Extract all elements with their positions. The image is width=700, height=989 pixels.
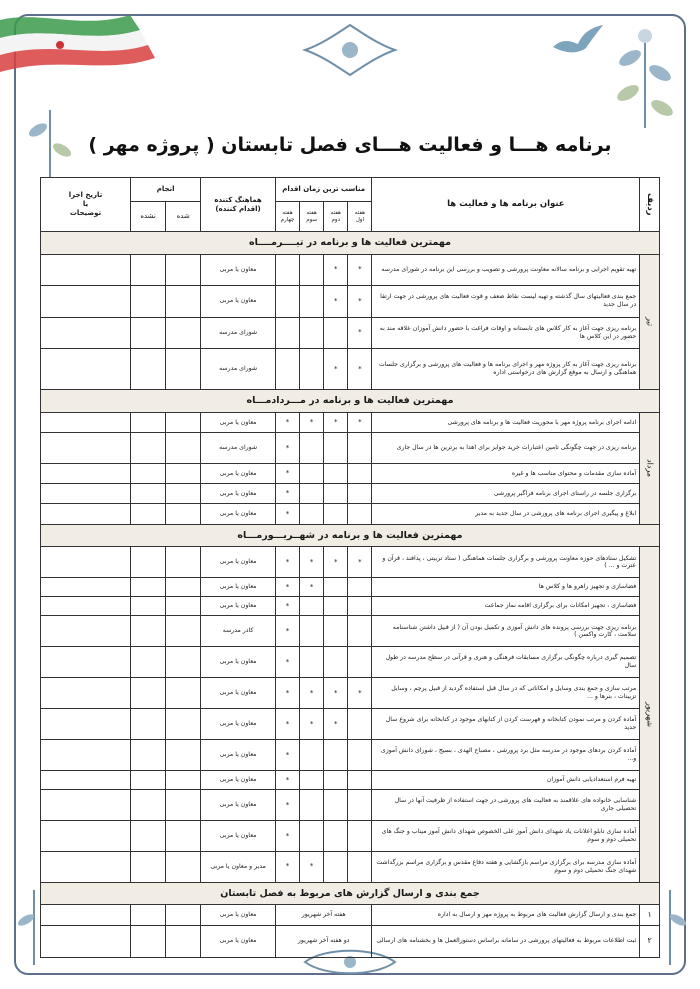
header-done-no: نشده xyxy=(131,202,166,232)
table-row xyxy=(41,504,660,524)
header-date-notes: توضیحات xyxy=(69,208,102,217)
done-no-cell xyxy=(131,597,166,616)
activity-cell: فضاسازی و تجهیز راهرو ها و کلاس ها xyxy=(372,578,640,597)
done-no-cell xyxy=(131,820,166,851)
activity-cell: فضاسازی ، تجهیز امکانات برای برگزاری اقامه نماز جماعت xyxy=(372,597,640,616)
week-mark-cell: * xyxy=(275,597,299,616)
activities-table-wrapper xyxy=(40,177,660,958)
coordinator-cell: معاون یا مربی xyxy=(201,770,276,789)
activity-cell: آماده سازی تابلو اعلانات یاد شهدای دانش آموز علی الخصوص شهدای دانش آموز میناب و جنگ های تحمیلی دوم و سوم xyxy=(372,820,640,851)
date-notes-cell xyxy=(41,820,131,851)
header-week-4: هفته چهارم xyxy=(275,202,299,232)
coordinator-cell: معاون یا مربی xyxy=(201,790,276,821)
week-mark-cell xyxy=(348,770,372,789)
section-header-row xyxy=(41,232,660,255)
week-mark-cell xyxy=(300,317,324,348)
done-no-cell xyxy=(131,348,166,390)
week-mark-cell xyxy=(300,433,324,464)
done-yes-cell xyxy=(166,851,201,882)
table-row xyxy=(41,464,660,484)
coordinator-cell: معاون یا مربی xyxy=(201,285,276,317)
done-no-cell xyxy=(131,254,166,285)
section-title: مهمترین فعالیت ها و برنامه در مـــردادمـــاه xyxy=(41,390,660,413)
week-mark-cell: * xyxy=(348,412,372,432)
header-date-label: تاریخ اجرا xyxy=(68,191,103,200)
header-coordinator-sub: (اقدام کننده) xyxy=(215,204,261,213)
week-mark-cell: * xyxy=(275,578,299,597)
week-mark-cell xyxy=(348,790,372,821)
header-done-yes: شده xyxy=(166,202,201,232)
date-notes-cell xyxy=(41,504,131,524)
done-yes-cell xyxy=(166,597,201,616)
week-mark-cell: * xyxy=(275,709,299,740)
activity-cell: تهیه تقویم اجرایی و برنامه سالانه معاونت پرورشی و تصویب و بررسی این برنامه در شورای مدرسه xyxy=(372,254,640,285)
week-mark-cell: * xyxy=(300,709,324,740)
coordinator-cell: معاون یا مربی xyxy=(201,597,276,616)
date-notes-cell xyxy=(41,433,131,464)
done-no-cell xyxy=(131,484,166,504)
week-mark-cell: * xyxy=(348,678,372,709)
week-mark-cell xyxy=(275,285,299,317)
week-mark-cell xyxy=(348,851,372,882)
activity-cell: برنامه ریزی جهت آغاز به کار پروژه مهر و اجرای برنامه ها و فعالیت های پرورشی و برگزاری جلسات هماهنگی و ارسال به موقع گزارش های درخواستی اداره xyxy=(372,348,640,390)
week-mark-cell: * xyxy=(324,678,348,709)
week-mark-cell xyxy=(275,348,299,390)
activity-cell: تهیه فرم استعدادیابی دانش آموزان xyxy=(372,770,640,789)
activity-cell: برگزاری جلسه در راستای اجرای برنامه فراگیر پرورشی xyxy=(372,484,640,504)
week-mark-cell: * xyxy=(324,709,348,740)
week-mark-cell xyxy=(324,770,348,789)
done-yes-cell xyxy=(166,504,201,524)
date-notes-cell xyxy=(41,851,131,882)
activity-cell: آماده سازی مدرسه برای برگزاری مراسم بازگشایی و هفته دفاع مقدس و برگزاری مراسم بزرگداشت شهدای جنگ تحمیلی دوم و سوم xyxy=(372,851,640,882)
header-coordinator-label: هماهنگ کننده xyxy=(214,195,262,204)
done-yes-cell xyxy=(166,770,201,789)
header-date-or: یا xyxy=(82,200,89,209)
date-notes-cell xyxy=(41,317,131,348)
coordinator-cell: معاون یا مربی xyxy=(201,484,276,504)
done-no-cell xyxy=(131,317,166,348)
header-week-2: هفته دوم xyxy=(324,202,348,232)
done-no-cell xyxy=(131,790,166,821)
week-mark-cell xyxy=(348,740,372,771)
done-no-cell xyxy=(131,412,166,432)
date-notes-cell xyxy=(41,709,131,740)
activity-cell: برنامه ریزی در جهت چگونگی تامین اعتبارات خرید جوایز برای اهدا به برترین ها در سال جاری xyxy=(372,433,640,464)
date-notes-cell xyxy=(41,484,131,504)
week-mark-cell: * xyxy=(275,790,299,821)
week-mark-cell: * xyxy=(348,254,372,285)
table-row xyxy=(41,285,660,317)
coordinator-cell: معاون یا مربی xyxy=(201,709,276,740)
week-mark-cell: * xyxy=(300,678,324,709)
table-row xyxy=(41,547,660,578)
done-no-cell xyxy=(131,678,166,709)
date-notes-cell xyxy=(41,254,131,285)
week-mark-cell xyxy=(324,504,348,524)
week-mark-cell xyxy=(300,616,324,647)
week-mark-cell xyxy=(348,484,372,504)
week-mark-cell: * xyxy=(275,433,299,464)
table-row xyxy=(41,484,660,504)
header-date xyxy=(41,178,131,232)
week-mark-cell xyxy=(324,578,348,597)
table-row xyxy=(41,412,660,432)
done-yes-cell xyxy=(166,790,201,821)
done-no-cell xyxy=(131,925,166,957)
header-row-number: ردیف xyxy=(640,178,660,232)
date-notes-cell xyxy=(41,412,131,432)
coordinator-cell: شورای مدرسه xyxy=(201,317,276,348)
header-done: انجام xyxy=(131,178,201,202)
week-mark-cell xyxy=(300,504,324,524)
table-row xyxy=(41,709,660,740)
coordinator-cell: معاون یا مربی xyxy=(201,504,276,524)
week-mark-cell: * xyxy=(300,578,324,597)
week-mark-cell: * xyxy=(275,770,299,789)
done-yes-cell xyxy=(166,285,201,317)
done-no-cell xyxy=(131,616,166,647)
date-notes-cell xyxy=(41,464,131,484)
week-mark-cell xyxy=(324,647,348,678)
week-mark-cell: * xyxy=(275,678,299,709)
table-row xyxy=(41,770,660,789)
date-notes-cell xyxy=(41,925,131,957)
table-row xyxy=(41,578,660,597)
final-section-title: جمع بندی و ارسال گزارش های مربوط به فصل تابستان xyxy=(41,882,660,905)
coordinator-cell: معاون یا مربی xyxy=(201,740,276,771)
week-mark-cell: * xyxy=(324,348,348,390)
activity-cell: تشکیل ستادهای حوزه معاونت پرورشی و برگزاری جلسات هماهنگی ( ستاد تربیتی ، پدافند ، قرآن و عترت و ... ) xyxy=(372,547,640,578)
coordinator-cell: معاون یا مربی xyxy=(201,820,276,851)
done-no-cell xyxy=(131,285,166,317)
week-mark-cell xyxy=(300,820,324,851)
coordinator-cell: مدیر و معاون یا مربی xyxy=(201,851,276,882)
table-row xyxy=(41,905,660,925)
week-mark-cell: * xyxy=(275,647,299,678)
done-yes-cell xyxy=(166,905,201,925)
done-yes-cell xyxy=(166,740,201,771)
header-week-3: هفته سوم xyxy=(300,202,324,232)
section-title: مهمترین فعالیت ها و برنامه در شهــریـــورمـــاه xyxy=(41,524,660,547)
week-mark-cell: * xyxy=(348,317,372,348)
date-notes-cell xyxy=(41,578,131,597)
done-yes-cell xyxy=(166,317,201,348)
week-mark-cell: * xyxy=(275,851,299,882)
done-yes-cell xyxy=(166,464,201,484)
page-title: برنامه هـــا و فعالیت هـــای فصل تابستان ( پروژه مهر ) xyxy=(88,134,612,156)
done-yes-cell xyxy=(166,433,201,464)
week-mark-cell xyxy=(348,433,372,464)
date-notes-cell xyxy=(41,547,131,578)
date-notes-cell xyxy=(41,616,131,647)
header-activity: عنوان برنامه ها و فعالیت ها xyxy=(372,178,640,232)
table-row xyxy=(41,740,660,771)
time-cell: دو هفته آخر شهریور xyxy=(275,925,372,957)
coordinator-cell: معاون یا مربی xyxy=(201,547,276,578)
week-mark-cell xyxy=(300,647,324,678)
done-yes-cell xyxy=(166,820,201,851)
section-header-row xyxy=(41,390,660,413)
week-mark-cell xyxy=(348,820,372,851)
activity-cell: مرتب سازی و جمع بندی وسایل و امکاناتی که در سال قبل استفاده گردید از قبیل پرچم ، وسایل تزیینات ، بنرها و ... xyxy=(372,678,640,709)
week-mark-cell xyxy=(348,709,372,740)
coordinator-cell: معاون یا مربی xyxy=(201,578,276,597)
date-notes-cell xyxy=(41,790,131,821)
activity-cell: ادامه اجرای برنامه پروژه مهر با محوریت فعالیت ها و برنامه های پرورشی xyxy=(372,412,640,432)
section-header-row xyxy=(41,882,660,905)
section-header-row xyxy=(41,524,660,547)
table-row xyxy=(41,647,660,678)
done-yes-cell xyxy=(166,616,201,647)
done-no-cell xyxy=(131,433,166,464)
activity-cell: آماده سازی مقدمات و محتوای مناسب ها و غیره xyxy=(372,464,640,484)
table-row xyxy=(41,790,660,821)
week-mark-cell: * xyxy=(275,412,299,432)
activities-table xyxy=(40,177,660,958)
header-time: مناسب ترین زمان اقدام xyxy=(275,178,372,202)
coordinator-cell: معاون یا مربی xyxy=(201,925,276,957)
month-label: شهریور xyxy=(640,547,660,883)
done-no-cell xyxy=(131,770,166,789)
week-mark-cell xyxy=(324,820,348,851)
done-yes-cell xyxy=(166,412,201,432)
date-notes-cell xyxy=(41,647,131,678)
table-row xyxy=(41,851,660,882)
week-mark-cell: * xyxy=(300,851,324,882)
coordinator-cell: معاون یا مربی xyxy=(201,254,276,285)
table-row xyxy=(41,348,660,390)
week-mark-cell xyxy=(324,790,348,821)
activity-cell: برنامه ریزی جهت بررسی پرونده های دانش آموزی و تکمیل بودن آن ( از قبیل داشتن شناسنامه سلامت ، کارت واکسن ) xyxy=(372,616,640,647)
week-mark-cell xyxy=(275,254,299,285)
coordinator-cell: معاون یا مربی xyxy=(201,678,276,709)
date-notes-cell xyxy=(41,348,131,390)
week-mark-cell xyxy=(275,317,299,348)
section-title: مهمترین فعالیت ها و برنامه در تیــــرمــــاه xyxy=(41,232,660,255)
week-mark-cell xyxy=(324,484,348,504)
week-mark-cell xyxy=(300,790,324,821)
week-mark-cell: * xyxy=(348,547,372,578)
done-yes-cell xyxy=(166,709,201,740)
week-mark-cell: * xyxy=(275,484,299,504)
activity-cell: جمع بندی فعالیتهای سال گذشته و تهیه لیست نقاط ضعف و قوت فعالیت های پرورشی در جهت ارتقا در سال جدید xyxy=(372,285,640,317)
done-yes-cell xyxy=(166,348,201,390)
table-body xyxy=(41,232,660,958)
week-mark-cell: * xyxy=(300,547,324,578)
done-no-cell xyxy=(131,709,166,740)
table-row xyxy=(41,925,660,957)
date-notes-cell xyxy=(41,770,131,789)
week-mark-cell xyxy=(300,285,324,317)
done-no-cell xyxy=(131,504,166,524)
week-mark-cell xyxy=(348,616,372,647)
coordinator-cell: معاون یا مربی xyxy=(201,647,276,678)
done-no-cell xyxy=(131,547,166,578)
week-mark-cell xyxy=(300,770,324,789)
week-mark-cell xyxy=(324,740,348,771)
week-mark-cell: * xyxy=(275,740,299,771)
table-row xyxy=(41,433,660,464)
done-no-cell xyxy=(131,578,166,597)
table-row xyxy=(41,317,660,348)
week-mark-cell xyxy=(324,851,348,882)
week-mark-cell: * xyxy=(348,348,372,390)
week-mark-cell xyxy=(300,464,324,484)
week-mark-cell xyxy=(348,647,372,678)
date-notes-cell xyxy=(41,905,131,925)
activity-cell: آماده کردن بردهای موجود در مدرسه مثل برد پرورشی ، مصباح الهدی ، بسیج ، شورای دانش آموزی و... xyxy=(372,740,640,771)
done-yes-cell xyxy=(166,484,201,504)
month-label: مرداد xyxy=(640,412,660,524)
week-mark-cell: * xyxy=(275,504,299,524)
table-row xyxy=(41,820,660,851)
coordinator-cell: شورای مدرسه xyxy=(201,348,276,390)
done-yes-cell xyxy=(166,254,201,285)
week-mark-cell xyxy=(348,578,372,597)
week-mark-cell xyxy=(348,504,372,524)
coordinator-cell: شورای مدرسه xyxy=(201,433,276,464)
week-mark-cell xyxy=(300,348,324,390)
date-notes-cell xyxy=(41,597,131,616)
done-yes-cell xyxy=(166,925,201,957)
row-number: ۱ xyxy=(640,905,660,925)
done-yes-cell xyxy=(166,578,201,597)
header-week-1: هفته اول xyxy=(348,202,372,232)
week-mark-cell xyxy=(324,597,348,616)
week-mark-cell xyxy=(300,597,324,616)
iran-flag-decoration xyxy=(0,0,170,95)
week-mark-cell: * xyxy=(300,412,324,432)
activity-cell: ابلاغ و پیگیری اجرای برنامه های پرورشی در سال جدید به مدیر xyxy=(372,504,640,524)
date-notes-cell xyxy=(41,740,131,771)
row-number: ۲ xyxy=(640,925,660,957)
week-mark-cell xyxy=(300,254,324,285)
week-mark-cell: * xyxy=(275,464,299,484)
week-mark-cell xyxy=(324,317,348,348)
done-no-cell xyxy=(131,464,166,484)
week-mark-cell: * xyxy=(324,285,348,317)
week-mark-cell: * xyxy=(324,412,348,432)
week-mark-cell xyxy=(300,740,324,771)
month-label: تیر xyxy=(640,254,660,390)
week-mark-cell xyxy=(324,433,348,464)
activity-cell: برنامه ریزی جهت آغاز به کار کلاس های تابستانه و اوقات فراغت با حضور دانش آموزان علاقه مند به حضور در این کلاس ها xyxy=(372,317,640,348)
week-mark-cell: * xyxy=(348,285,372,317)
coordinator-cell: کادر مدرسه xyxy=(201,616,276,647)
week-mark-cell xyxy=(348,464,372,484)
activity-cell: جمع بندی و ارسال گزارش فعالیت های مربوط به پروژه مهر و ارسال به اداره xyxy=(372,905,640,925)
activity-cell: آماده کردن و مرتب نمودن کتابخانه و فهرست کردن از کتابهای موجود در کتابخانه برای شروع سال جدید xyxy=(372,709,640,740)
coordinator-cell: معاون یا مربی xyxy=(201,412,276,432)
week-mark-cell: * xyxy=(275,616,299,647)
done-no-cell xyxy=(131,905,166,925)
table-row xyxy=(41,254,660,285)
week-mark-cell xyxy=(324,616,348,647)
date-notes-cell xyxy=(41,285,131,317)
done-no-cell xyxy=(131,740,166,771)
week-mark-cell: * xyxy=(275,547,299,578)
table-row xyxy=(41,616,660,647)
done-yes-cell xyxy=(166,647,201,678)
week-mark-cell xyxy=(324,464,348,484)
header-coordinator xyxy=(201,178,276,232)
done-no-cell xyxy=(131,647,166,678)
floral-ornament-icon xyxy=(600,18,690,138)
time-cell: هفته آخر شهریور xyxy=(275,905,372,925)
week-mark-cell xyxy=(348,597,372,616)
done-yes-cell xyxy=(166,678,201,709)
table-row xyxy=(41,597,660,616)
week-mark-cell: * xyxy=(275,820,299,851)
done-yes-cell xyxy=(166,547,201,578)
done-no-cell xyxy=(131,851,166,882)
activity-cell: شناسایی خانواده های علاقمند به فعالیت های پرورشی در جهت استفاده از ظرفیت آنها در سال تحصیلی جاری xyxy=(372,790,640,821)
week-mark-cell: * xyxy=(324,547,348,578)
top-center-ornament-icon xyxy=(300,20,400,80)
dove-icon xyxy=(548,22,608,62)
week-mark-cell xyxy=(300,484,324,504)
week-mark-cell: * xyxy=(324,254,348,285)
table-row xyxy=(41,678,660,709)
activity-cell: ثبت اطلاعات مربوط به فعالیتهای پرورشی در سامانه براساس دستورالعمل ها و بخشنامه های ارسالی xyxy=(372,925,640,957)
date-notes-cell xyxy=(41,678,131,709)
coordinator-cell: معاون یا مربی xyxy=(201,905,276,925)
activity-cell: تصمیم گیری درباره چگونگی برگزاری مسابقات فرهنگی و هنری و قرآنی در سطح مدرسه در طول سال xyxy=(372,647,640,678)
coordinator-cell: معاون یا مربی xyxy=(201,464,276,484)
